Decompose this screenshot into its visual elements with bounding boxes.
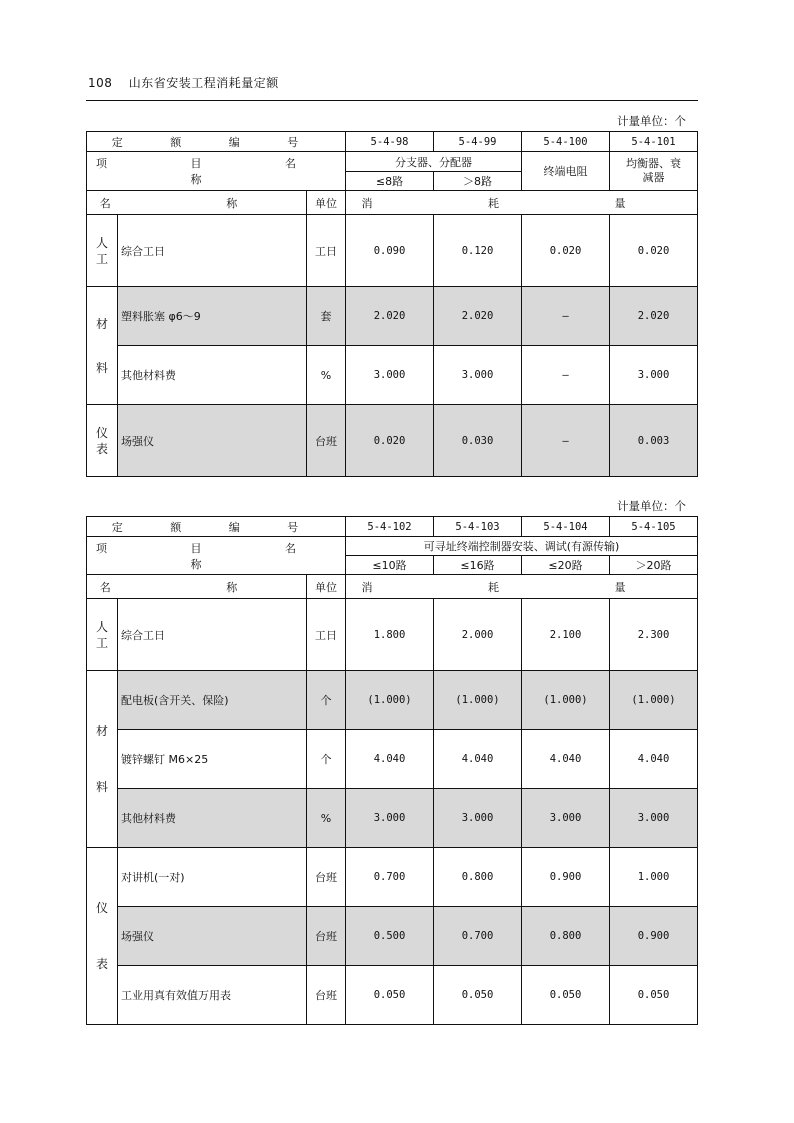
- quota-code: 5-4-99: [434, 132, 522, 152]
- quota-code: 5-4-105: [610, 517, 698, 537]
- category-labor: 人工: [87, 215, 118, 287]
- row-value: 2.100: [522, 599, 610, 671]
- row-value: 0.050: [522, 966, 610, 1025]
- quota-code: 5-4-101: [610, 132, 698, 152]
- sub-header: ≤8路: [346, 172, 434, 191]
- quota-table-2: [86, 516, 698, 1025]
- row-value: 0.020: [346, 405, 434, 477]
- row-value: 0.090: [346, 215, 434, 287]
- book-title: 山东省安装工程消耗量定额: [128, 76, 279, 90]
- row-value: 4.040: [610, 730, 698, 789]
- row-value: (1.000): [522, 671, 610, 730]
- row-name: 综合工日: [118, 599, 307, 671]
- category-material: 材料: [87, 671, 118, 848]
- row-value: 3.000: [346, 789, 434, 848]
- row-value: 2.000: [434, 599, 522, 671]
- row-value: 0.700: [346, 848, 434, 907]
- row-value: 0.900: [610, 907, 698, 966]
- sub-header: ≤20路: [522, 556, 610, 575]
- row-value: —: [522, 346, 610, 405]
- row-value: 2.020: [346, 287, 434, 346]
- row-value: 4.040: [434, 730, 522, 789]
- group-label: 分支器、分配器: [346, 152, 522, 172]
- item-name-label: 项 目 名 称: [87, 152, 346, 191]
- row-value: (1.000): [434, 671, 522, 730]
- quota-number-label: 定 额 编 号: [87, 517, 346, 537]
- row-value: 1.800: [346, 599, 434, 671]
- row-value: 3.000: [522, 789, 610, 848]
- col-header: 均衡器、衰减器: [610, 152, 698, 191]
- row-value: 3.000: [610, 789, 698, 848]
- row-value: 2.300: [610, 599, 698, 671]
- row-name: 对讲机(一对): [118, 848, 307, 907]
- consume-label: 消 耗 量: [346, 191, 698, 215]
- row-name: 镀锌螺钉 M6×25: [118, 730, 307, 789]
- row-value: —: [522, 405, 610, 477]
- quota-code: 5-4-103: [434, 517, 522, 537]
- consume-label: 消 耗 量: [346, 575, 698, 599]
- col-header: 终端电阻: [522, 152, 610, 191]
- row-value: 0.050: [346, 966, 434, 1025]
- sub-header: ≤10路: [346, 556, 434, 575]
- name-col-label: 名 称: [87, 191, 307, 215]
- row-name: 其他材料费: [118, 789, 307, 848]
- row-value: (1.000): [610, 671, 698, 730]
- row-value: 0.050: [610, 966, 698, 1025]
- row-value: 0.800: [434, 848, 522, 907]
- category-instrument: 仪表: [87, 405, 118, 477]
- row-unit: %: [307, 346, 346, 405]
- header-rule: [86, 100, 698, 101]
- category-instrument: 仪表: [87, 848, 118, 1025]
- row-unit: 工日: [307, 599, 346, 671]
- row-unit: 台班: [307, 405, 346, 477]
- row-value: 0.700: [434, 907, 522, 966]
- row-name: 其他材料费: [118, 346, 307, 405]
- row-name: 场强仪: [118, 405, 307, 477]
- row-value: 0.500: [346, 907, 434, 966]
- row-value: 0.030: [434, 405, 522, 477]
- quota-code: 5-4-100: [522, 132, 610, 152]
- category-material: 材料: [87, 287, 118, 405]
- row-name: 配电板(含开关、保险): [118, 671, 307, 730]
- row-value: 0.800: [522, 907, 610, 966]
- table1-unit-note: 计量单位：个: [617, 114, 686, 128]
- row-name: 综合工日: [118, 215, 307, 287]
- row-value: 0.020: [522, 215, 610, 287]
- quota-code: 5-4-98: [346, 132, 434, 152]
- row-unit: %: [307, 789, 346, 848]
- row-value: 3.000: [434, 346, 522, 405]
- quota-table-1: [86, 131, 698, 477]
- row-unit: 台班: [307, 966, 346, 1025]
- row-unit: 个: [307, 671, 346, 730]
- row-value: 4.040: [522, 730, 610, 789]
- category-labor: 人工: [87, 599, 118, 671]
- row-value: 3.000: [610, 346, 698, 405]
- sub-header: ＞20路: [610, 556, 698, 575]
- row-name: 塑料胀塞 φ6～9: [118, 287, 307, 346]
- row-unit: 工日: [307, 215, 346, 287]
- sub-header: ≤16路: [434, 556, 522, 575]
- quota-number-label: 定 额 编 号: [87, 132, 346, 152]
- page-number: 108: [88, 76, 113, 90]
- row-value: 2.020: [434, 287, 522, 346]
- unit-col-label: 单位: [307, 575, 346, 599]
- quota-code: 5-4-102: [346, 517, 434, 537]
- quota-code: 5-4-104: [522, 517, 610, 537]
- row-value: (1.000): [346, 671, 434, 730]
- row-value: 1.000: [610, 848, 698, 907]
- row-unit: 台班: [307, 848, 346, 907]
- sub-header: ＞8路: [434, 172, 522, 191]
- page-header: [88, 74, 279, 91]
- unit-col-label: 单位: [307, 191, 346, 215]
- row-value: 0.050: [434, 966, 522, 1025]
- row-value: 4.040: [346, 730, 434, 789]
- row-value: 3.000: [434, 789, 522, 848]
- row-unit: 个: [307, 730, 346, 789]
- row-value: —: [522, 287, 610, 346]
- row-name: 工业用真有效值万用表: [118, 966, 307, 1025]
- row-name: 场强仪: [118, 907, 307, 966]
- group-label: 可寻址终端控制器安装、调试(有源传输): [346, 537, 698, 556]
- row-value: 2.020: [610, 287, 698, 346]
- row-value: 3.000: [346, 346, 434, 405]
- name-col-label: 名 称: [87, 575, 307, 599]
- row-unit: 台班: [307, 907, 346, 966]
- table2-unit-note: 计量单位：个: [617, 499, 686, 513]
- row-value: 0.120: [434, 215, 522, 287]
- row-unit: 套: [307, 287, 346, 346]
- row-value: 0.020: [610, 215, 698, 287]
- row-value: 0.900: [522, 848, 610, 907]
- row-value: 0.003: [610, 405, 698, 477]
- item-name-label: 项 目 名 称: [87, 537, 346, 575]
